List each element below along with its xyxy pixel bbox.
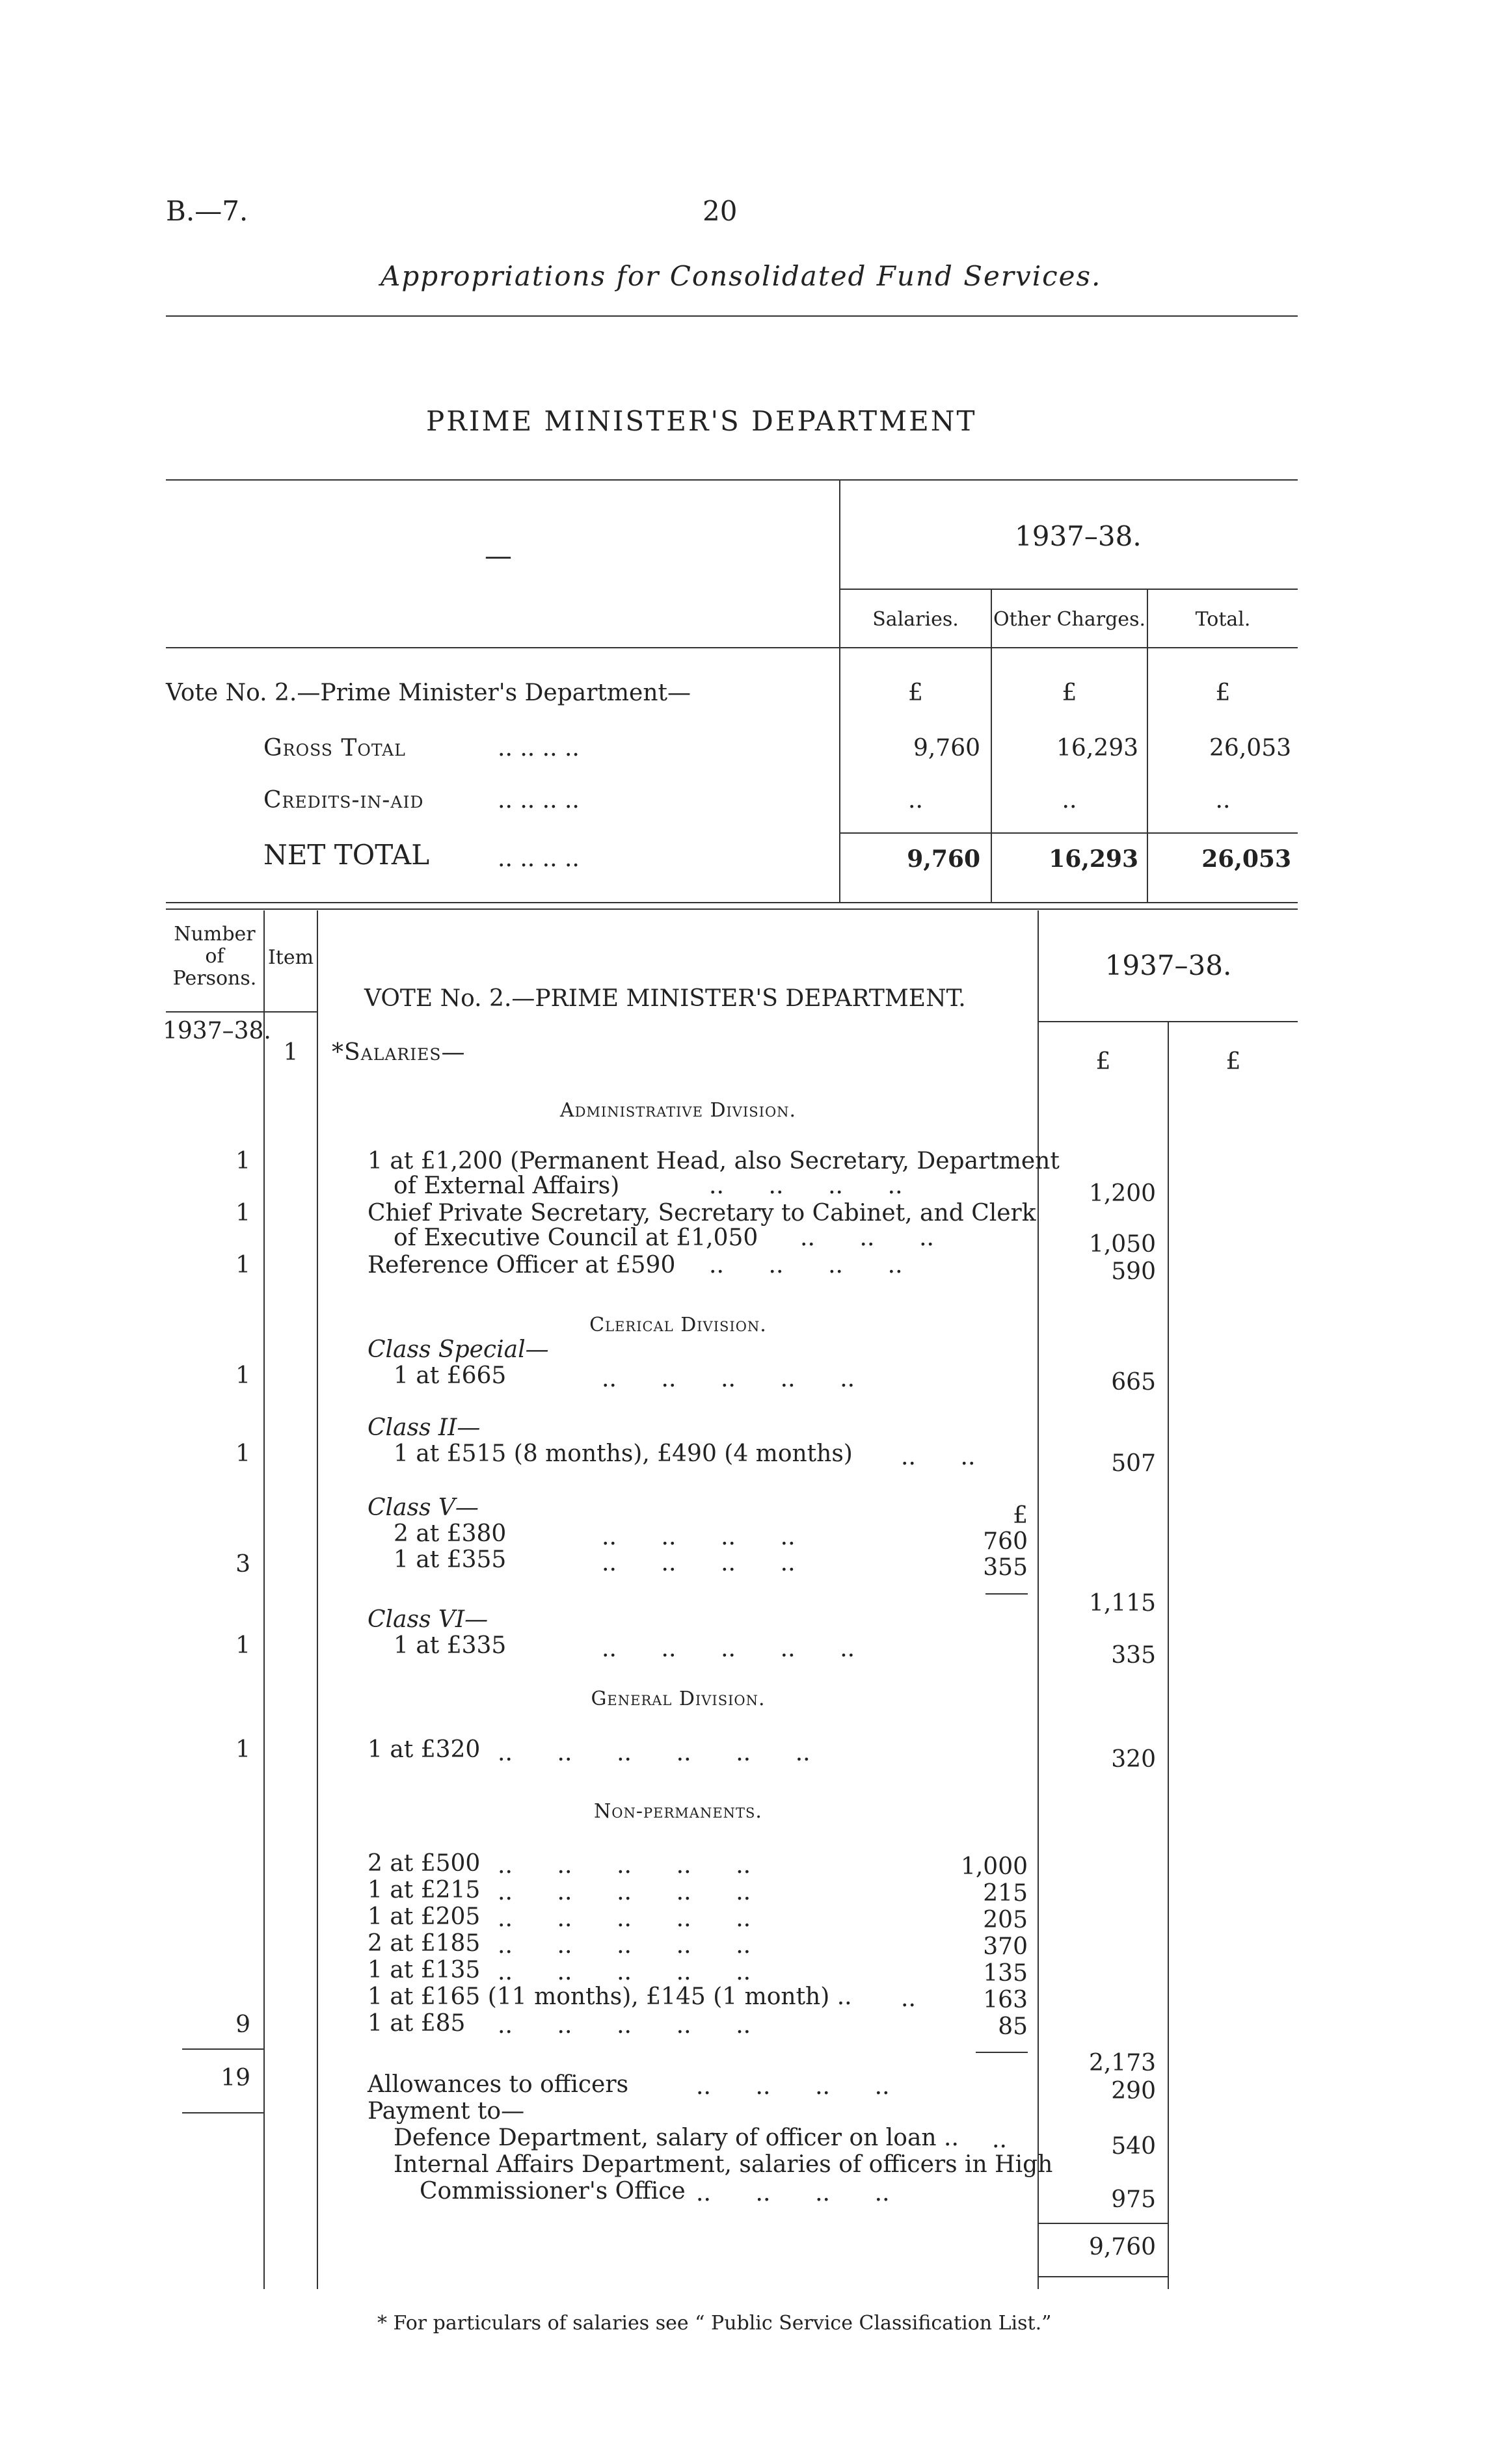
footnote: * For particulars of salaries see “ Public Service Classification List.” [377, 2312, 1052, 2335]
persons-column-rule [263, 910, 265, 2289]
class-special-heading: Class Special— [368, 1336, 549, 1363]
net-total-label: NET TOTAL [263, 839, 430, 871]
subtotal-rule [985, 1593, 1028, 1595]
grand-total-rule [1039, 2223, 1168, 2224]
currency-total: £ [1215, 680, 1231, 706]
class-v-line: 1 at £355 [394, 1546, 507, 1573]
summary-header-rule [166, 647, 1298, 648]
administrative-division-heading: Administrative Division. [559, 1099, 797, 1122]
page-number: 20 [703, 195, 738, 227]
vote-title: VOTE No. 2.—PRIME MINISTER'S DEPARTMENT. [364, 985, 966, 1012]
amount: 1,200 [1088, 1180, 1156, 1207]
general-division-heading: General Division. [591, 1688, 766, 1710]
non-permanent-line: 1 at £165 (11 months), £145 (1 month) .. [368, 1983, 852, 2010]
net-other: 16,293 [1049, 845, 1138, 873]
class-ii-line: 1 at £515 (8 months), £490 (4 months) [394, 1440, 853, 1467]
class-vi-line: 1 at £335 [394, 1632, 507, 1659]
inner-amount: 1,000 [960, 1853, 1028, 1880]
non-permanent-line: 1 at £135 [368, 1957, 481, 1983]
persons-count: 1 [235, 1252, 250, 1278]
persons-count: 1 [235, 1736, 250, 1763]
non-permanent-line: 2 at £500 [368, 1850, 481, 1877]
class-v-heading: Class V— [368, 1494, 479, 1521]
gross-other: 16,293 [1056, 735, 1138, 762]
persons-count: 1 [235, 1148, 250, 1174]
inner-amount: 760 [983, 1528, 1028, 1555]
inner-amount: 215 [983, 1880, 1028, 1907]
currency-salaries: £ [908, 680, 923, 706]
item-header: Item [267, 946, 314, 969]
persons-count: 1 [235, 1200, 250, 1226]
admin-line-cont: of External Affairs) [394, 1172, 620, 1199]
vote-line: Vote No. 2.—Prime Minister's Department— [166, 680, 691, 706]
inner-amount: 205 [983, 1907, 1028, 1933]
persons-subtotal-rule [182, 2048, 263, 2050]
detail-year-rule [1039, 1021, 1298, 1022]
col-total: Total. [1195, 608, 1251, 631]
non-permanent-line: 1 at £85 [368, 2010, 466, 2037]
leader-dots: .. .. .. .. [498, 845, 580, 872]
inner-currency: £ [1013, 1502, 1028, 1529]
amount: 507 [1111, 1450, 1156, 1477]
internal-affairs-line: Internal Affairs Department, salaries of officers in High [394, 2151, 1053, 2178]
amount: 975 [1111, 2186, 1156, 2213]
admin-line-cont: of Executive Council at £1,050 [394, 1225, 758, 1251]
class-v-line: 2 at £380 [394, 1520, 507, 1547]
payment-to-heading: Payment to— [368, 2098, 525, 2125]
detail-year: 1937–38. [1105, 949, 1232, 981]
summary-top-rule [166, 479, 1298, 481]
credits-salaries: .. [908, 787, 923, 814]
amount: 2,173 [1088, 2050, 1156, 2076]
net-total: 26,053 [1201, 845, 1291, 873]
inner-amount: 85 [998, 2013, 1028, 2040]
internal-affairs-line-cont: Commissioner's Office [420, 2178, 686, 2205]
amount: 540 [1111, 2133, 1156, 2160]
inner-amount: 355 [983, 1554, 1028, 1581]
item-number: 1 [283, 1039, 299, 1066]
net-total-rule [840, 832, 1298, 834]
amount: 1,050 [1088, 1231, 1156, 1258]
gross-salaries: 9,760 [913, 735, 980, 762]
class-ii-heading: Class II— [368, 1414, 481, 1441]
amount: 290 [1111, 2078, 1156, 2104]
salaries-heading: *Salaries— [332, 1039, 466, 1066]
general-line: 1 at £320 [368, 1736, 481, 1763]
persons-count: 3 [235, 1551, 250, 1578]
summary-dash: — [485, 540, 512, 572]
defence-line: Defence Department, salary of officer on loan .. [394, 2125, 959, 2151]
currency-amount: £ [1095, 1048, 1111, 1075]
non-permanent-line: 1 at £205 [368, 1903, 481, 1930]
item-column-rule [317, 910, 318, 2289]
summary-year: 1937–38. [1015, 520, 1142, 552]
allowances-line: Allowances to officers [368, 2071, 629, 2098]
inner-amount: 163 [983, 1987, 1028, 2013]
col-salaries: Salaries. [872, 608, 959, 631]
credits-total: .. [1215, 787, 1231, 814]
number-of-persons-header: Number of Persons. [172, 923, 257, 990]
currency-total: £ [1226, 1048, 1241, 1075]
persons-count: 1 [235, 1362, 250, 1389]
non-permanents-heading: Non-permanents. [594, 1800, 762, 1823]
credits-in-aid-label: Credits-in-aid [263, 787, 424, 814]
admin-line: Reference Officer at £590 [368, 1252, 676, 1278]
net-salaries: 9,760 [907, 845, 980, 873]
inner-amount: 135 [983, 1960, 1028, 1987]
currency-other: £ [1062, 680, 1077, 706]
summary-bottom-rule-2 [166, 908, 1298, 910]
inner-amount: 370 [983, 1933, 1028, 1960]
credits-other: .. [1062, 787, 1077, 814]
admin-line: 1 at £1,200 (Permanent Head, also Secretary, Department [368, 1148, 1060, 1174]
clerical-division-heading: Clerical Division. [589, 1314, 767, 1336]
persons-count: 1 [235, 1440, 250, 1467]
summary-bottom-rule [166, 902, 1298, 903]
non-permanent-line: 1 at £215 [368, 1877, 481, 1903]
amount: 335 [1111, 1642, 1156, 1669]
total-persons: 19 [221, 2065, 250, 2091]
department-title: PRIME MINISTER'S DEPARTMENT [426, 405, 977, 437]
class-special-line: 1 at £665 [394, 1362, 507, 1389]
gross-total: 26,053 [1209, 735, 1291, 762]
subtotal-rule [976, 2052, 1028, 2053]
col-other-charges: Other Charges. [993, 608, 1145, 631]
amount: 1,115 [1088, 1590, 1156, 1617]
persons-year: 1937–38. [163, 1018, 271, 1044]
class-vi-heading: Class VI— [368, 1606, 489, 1633]
leader-dots: .. .. .. .. [498, 735, 580, 762]
gross-total-label: Gross Total [263, 735, 406, 762]
amount: 665 [1111, 1369, 1156, 1396]
leader-dots: .. .. .. .. [498, 787, 580, 814]
page-subtitle: Appropriations for Consolidated Fund Services. [381, 260, 1102, 292]
amount: 590 [1111, 1258, 1156, 1285]
total-column-rule [1168, 1021, 1169, 2289]
admin-line: Chief Private Secretary, Secretary to Cabinet, and Clerk [368, 1200, 1036, 1226]
grand-total: 9,760 [1088, 2234, 1156, 2260]
summary-year-rule [840, 589, 1298, 590]
persons-count: 9 [235, 2011, 250, 2038]
non-permanent-line: 2 at £185 [368, 1930, 481, 1957]
amount: 320 [1111, 1746, 1156, 1773]
document-reference: B.—7. [166, 195, 248, 227]
persons-count: 1 [235, 1632, 250, 1659]
header-rule [166, 315, 1298, 317]
